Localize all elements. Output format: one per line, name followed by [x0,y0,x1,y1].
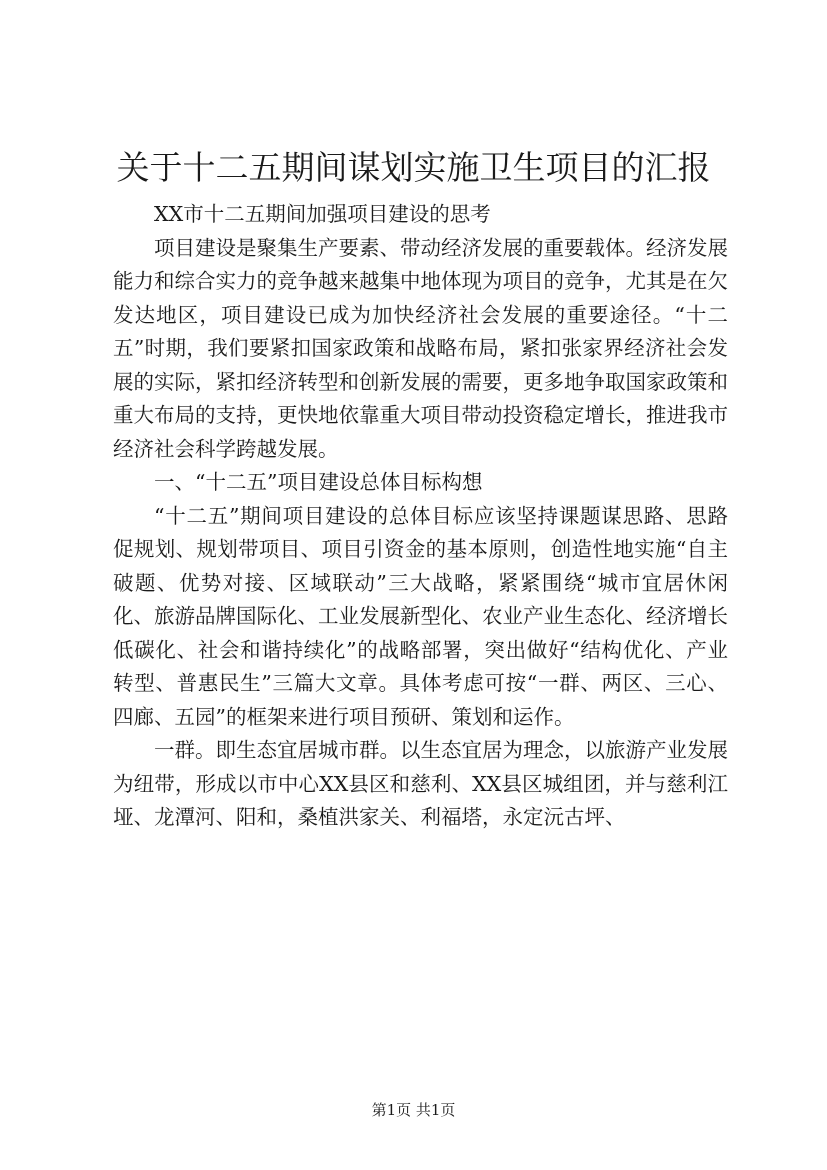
paragraph-goals: “十二五”期间项目建设的总体目标应该坚持课题谋思路、思路促规划、规划带项目、项目引资金的基本原则，创造性地实施“自主破题、优势对接、区域联动”三大战略，紧紧围绕“城市宜居休闲化、旅游品牌国际化、工业发展新型化、农业产业生态化、经济增长低碳化、社会和谐持续化”的战略部署，突出做好“结构优化、产业转型、普惠民生”三篇大文章。具体考虑可按“一群、两区、三心、四廊、五园”的框架来进行项目预研、策划和运作。 [113,503,728,729]
document-title: 关于十二五期间谋划实施卫生项目的汇报 [116,148,711,187]
paragraph-intro: 项目建设是聚集生产要素、带动经济发展的重要载体。经济发展能力和综合实力的竞争越来越集中地体现为项目的竞争，尤其是在欠发达地区，项目建设已成为加快经济社会发展的重要途径。“十二五”时期，我们要紧扣国家政策和战略布局，紧扣张家界经济社会发展的实际，紧扣经济转型和创新发展的需要，更多地争取国家政策和重大布局的支持，更快地依靠重大项目带动投资稳定增长，推进我市经济社会科学跨越发展。 [113,235,728,461]
document-body [113,198,728,835]
document-subtitle: XX市十二五期间加强项目建设的思考 [154,202,491,226]
paragraph-city-cluster: 一群。即生态宜居城市群。以生态宜居为理念，以旅游产业发展为纽带，形成以市中心XX县区和慈利、XX县区城组团，并与慈利江垭、龙潭河、阳和，桑植洪家关、利福塔，永定沅古坪、 [113,738,728,829]
page-footer: 第1页 共1页 [371,1101,456,1119]
section-heading: 一、“十二五”项目建设总体目标构想 [154,470,483,494]
